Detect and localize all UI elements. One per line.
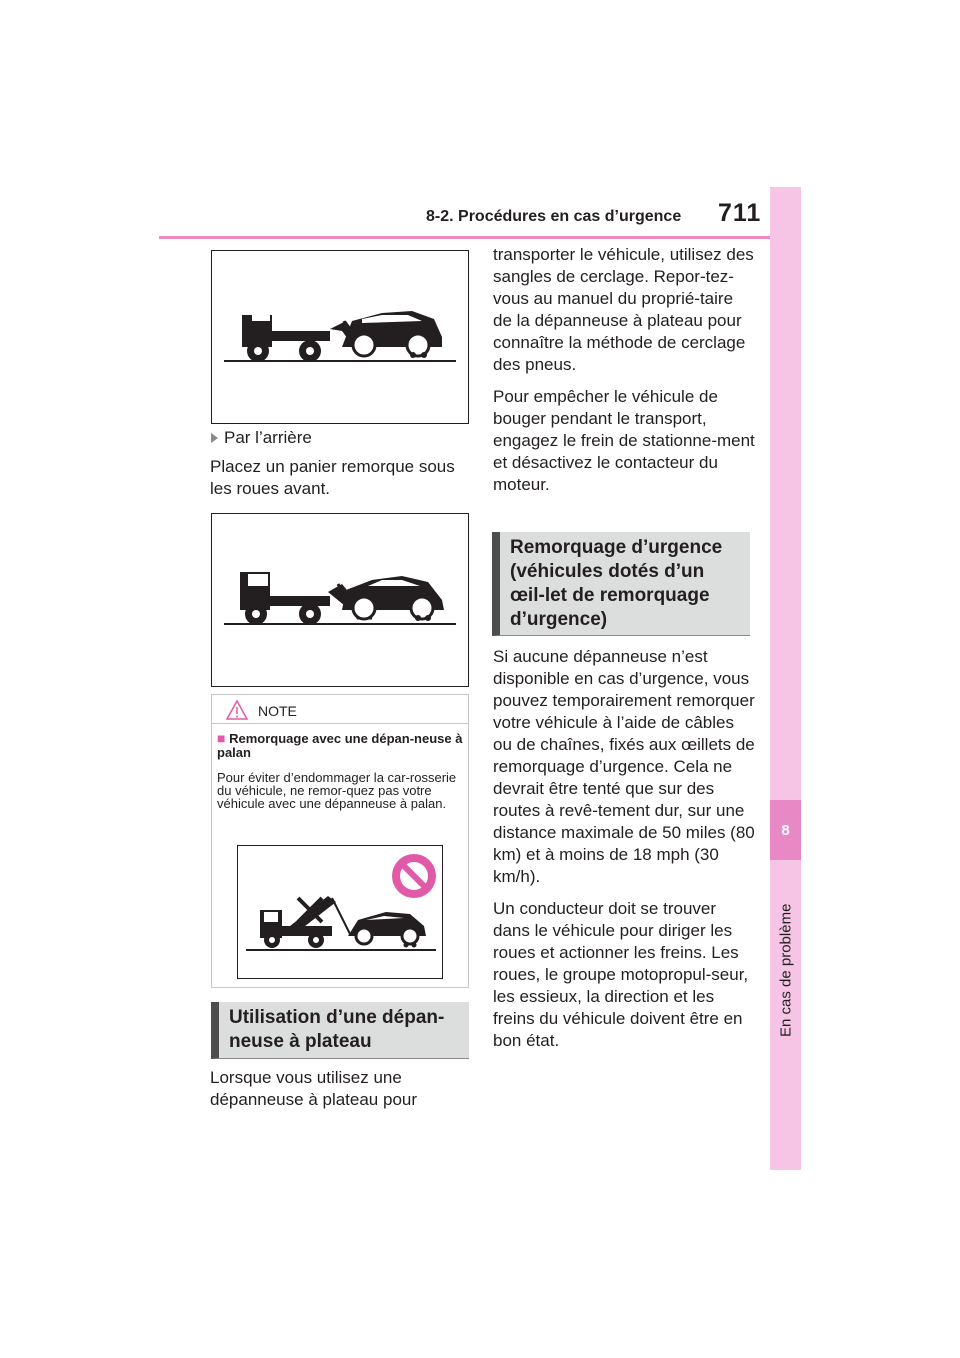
bullet-label: Par l’arrière [224, 428, 312, 447]
wrecker-figure [237, 845, 443, 979]
warning-triangle-icon [225, 699, 249, 721]
note-header [212, 695, 468, 724]
paragraph-driver-requirements: Un conducteur doit se trouver dans le véhicule pour diriger les roues et actionner les freins. Les roues, le groupe motopropul-seur, les essieux, la direction et les freins du véhicule doivent être en bon état. [493, 899, 749, 1050]
section-heading-flatbed: Utilisation d’une dépan-neuse à plateau [211, 1002, 469, 1059]
note-subtitle [217, 731, 465, 760]
section-title: 8-2. Procédures en cas d’urgence [426, 208, 682, 225]
chapter-number: 8 [770, 800, 801, 860]
note-label: NOTE [258, 703, 297, 719]
note-subtitle-text: Remorquage avec une dépan-neuse à palan [217, 731, 463, 760]
tow-truck-rear-lift-illustration [212, 514, 470, 688]
tow-truck-rear-lift-figure [211, 513, 469, 687]
bullet-item [211, 428, 312, 448]
section-heading-emergency-towing: Remorquage d’urgence (véhicules dotés d’un œil-let de remorquage d’urgence) [492, 532, 750, 636]
paragraph-emergency-towing: Si aucune dépanneuse n’est disponible en cas d’urgence, vous pouvez temporairement remorquer votre véhicule à l’aide de câbles ou de chaînes, fixés aux œillets de remorquage d’urgence. Cela ne devrait être tenté que sur des routes à revê-tement dur, sur une distance maximale de 50 miles (80 km) et à moins de 18 mph (30 km/h). [493, 647, 755, 886]
note-box [211, 694, 469, 988]
right-column-text [493, 244, 755, 506]
tow-truck-front-lift-figure [211, 250, 469, 424]
flatbed-intro-text: Lorsque vous utilisez une dépanneuse à plateau pour [210, 1068, 418, 1109]
bullet-description: Placez un panier remorque sous les roues avant. [210, 457, 455, 498]
square-bullet-icon: ■ [217, 730, 226, 746]
header-rule [159, 236, 771, 239]
wrecker-truck-illustration [238, 846, 444, 980]
paragraph-strapping: transporter le véhicule, utilisez des sangles de cerclage. Repor-tez-vous au manuel du proprié-taire de la dépanneuse à plateau pour connaître la méthode de cerclage des pneus. [493, 245, 754, 374]
note-body: Pour éviter d’endommager la car-rosserie du véhicule, ne remor-quez pas votre véhicule avec une dépanneuse à palan. [217, 770, 457, 811]
chapter-title: En cas de problème [777, 903, 795, 1037]
paragraph-parking-brake: Pour empêcher le véhicule de bouger pendant le transport, engagez le frein de stationne-ment et désactivez le contacteur du moteur. [493, 387, 755, 494]
page-number: 711 [718, 199, 762, 227]
tow-truck-front-lift-illustration [212, 251, 470, 425]
right-column-text-2 [493, 646, 755, 1062]
bullet-arrow-icon [211, 433, 218, 443]
